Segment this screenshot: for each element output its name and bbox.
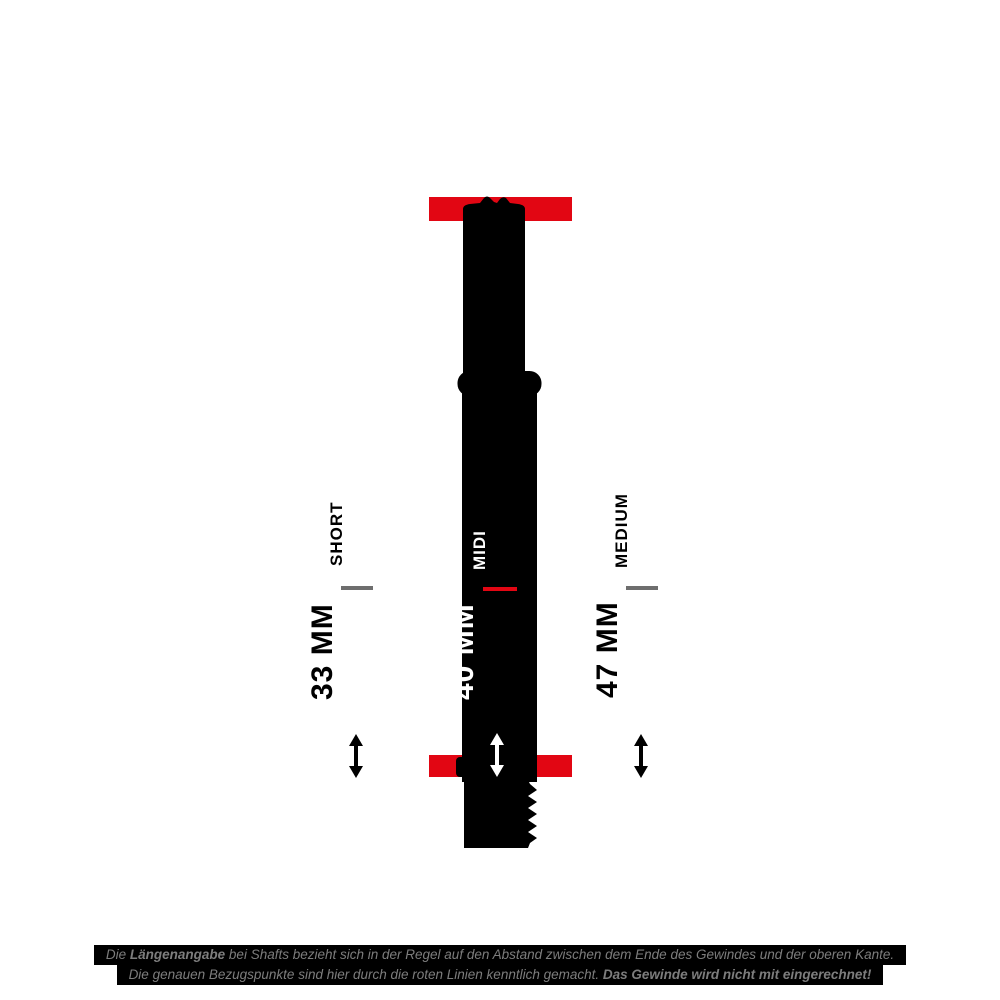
shaft-top-section <box>463 197 525 381</box>
disclaimer-line-1 <box>94 945 906 965</box>
size-length-short: 33 MM <box>306 603 339 700</box>
shaft-thread <box>464 780 537 848</box>
disclaimer-bold-text: Längenangabe <box>129 947 226 962</box>
size-length-midi: 40 MM <box>447 603 480 700</box>
disclaimer-text: bei Shafts bezieht sich in der Regel auf den Abstand zwischen dem Ende des Gewindes und der oberen Kante. <box>225 947 895 962</box>
size-divider-short <box>341 586 373 590</box>
shaft-body <box>462 388 537 782</box>
double-arrow-icon <box>633 734 649 778</box>
disclaimer-text: Die genauen Bezugspunkte sind hier durch die roten Linien kenntlich gemacht. <box>128 967 603 982</box>
double-arrow-icon <box>348 734 364 778</box>
size-divider-medium <box>626 586 658 590</box>
disclaimer-line-2 <box>117 965 884 985</box>
size-divider-midi-highlight <box>483 587 517 591</box>
size-name-medium: MEDIUM <box>612 493 631 568</box>
disclaimer-text: Die <box>105 947 130 962</box>
size-length-medium: 47 MM <box>591 601 624 698</box>
disclaimer-bold-text: Das Gewinde wird nicht mit eingerechnet! <box>602 967 872 982</box>
size-name-short: SHORT <box>327 501 346 566</box>
shaft-collar <box>456 757 466 777</box>
size-name-midi: MIDI <box>470 530 489 570</box>
double-arrow-icon <box>489 733 505 777</box>
disclaimer <box>0 945 1000 985</box>
